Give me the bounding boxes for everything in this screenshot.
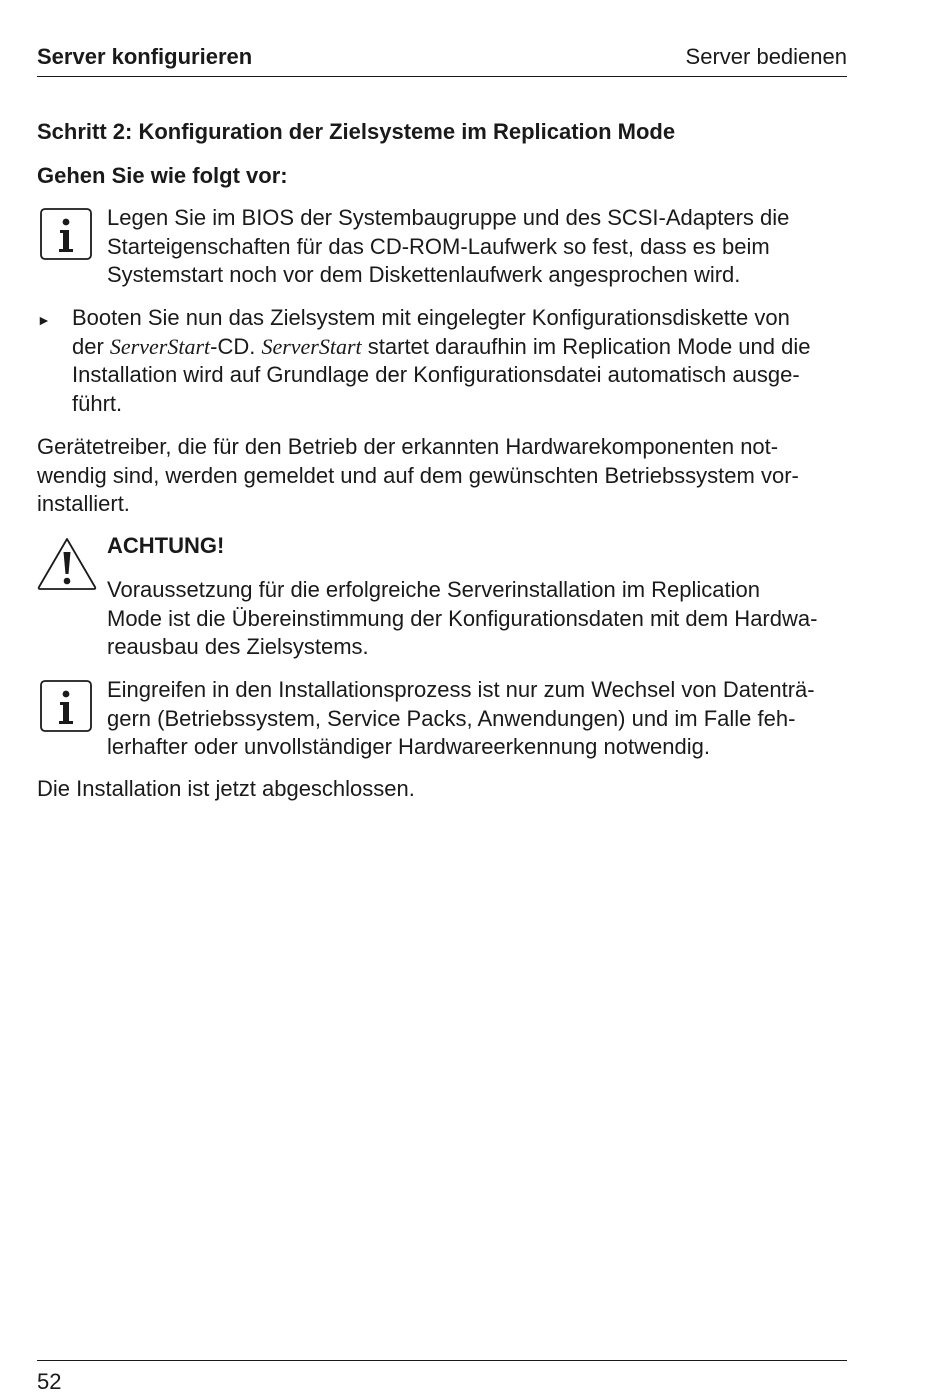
info-note-line: Starteigenschaften für das CD-ROM-Laufwerk so fest, dass es beim: [107, 233, 770, 259]
body-paragraph: [37, 433, 847, 519]
info-note-line: Legen Sie im BIOS der Systembaugruppe und des SCSI-Adapters die: [107, 205, 790, 230]
step-line: [72, 333, 847, 362]
info-icon: [40, 207, 90, 257]
step-text-fragment: startet daraufhin im Replication Mode und die: [361, 333, 811, 359]
info-note-line: Systemstart noch vor dem Diskettenlaufwerk angesprochen wird.: [107, 262, 741, 287]
info-note-text: [107, 204, 847, 290]
product-name: ServerStart: [109, 333, 211, 359]
paragraph-line: Gerätetreiber, die für den Betrieb der erkannten Hardwarekomponenten not-: [37, 434, 779, 459]
header-chapter-title: Server konfigurieren: [37, 44, 253, 69]
page-footer: [37, 1360, 847, 1394]
paragraph-line: wendig sind, werden gemeldet und auf dem gewünschten Betriebssystem vor-: [37, 462, 799, 488]
step-text: [72, 304, 847, 418]
step-line: Installation wird auf Grundlage der Konfigurationsdatei automatisch ausge-: [72, 362, 800, 387]
warning-line: Mode ist die Übereinstimmung der Konfigurationsdaten mit dem Hardwa-: [107, 605, 818, 631]
step-text-fragment: -CD.: [210, 333, 262, 359]
warning-line: Voraussetzung für die erfolgreiche Serverinstallation im Replication: [107, 577, 761, 602]
warning-title: ACHTUNG!: [107, 533, 225, 558]
paragraph-line: installiert.: [37, 491, 130, 516]
section-heading: Schritt 2: Konfiguration der Zielsysteme im Replication Mode: [37, 119, 676, 144]
step-text-fragment: der: [72, 333, 110, 359]
header-section-title: Server bedienen: [685, 44, 847, 69]
info-note-line: lerhafter oder unvollständiger Hardwareerkennung notwendig.: [107, 734, 710, 759]
page-number: 52: [37, 1369, 62, 1394]
info-note-text: [107, 676, 847, 762]
product-name: ServerStart: [261, 333, 362, 359]
intro-text: Gehen Sie wie folgt vor:: [37, 163, 288, 188]
triangle-bullet-icon: ►: [37, 312, 51, 328]
warning-icon: [37, 536, 87, 586]
step-line: führt.: [72, 390, 123, 416]
warning-text: [107, 576, 847, 662]
step-line: Booten Sie nun das Zielsystem mit eingelegter Konfigurationsdiskette von: [72, 305, 790, 330]
warning-line: reausbau des Zielsystems.: [107, 634, 369, 659]
info-icon: [40, 679, 90, 729]
running-header: [37, 42, 847, 77]
closing-text: Die Installation ist jetzt abgeschlossen.: [37, 776, 415, 801]
info-note-line: gern (Betriebssystem, Service Packs, Anwendungen) und im Falle feh-: [107, 705, 796, 731]
info-note-line: Eingreifen in den Installationsprozess ist nur zum Wechsel von Datenträ-: [107, 677, 815, 702]
